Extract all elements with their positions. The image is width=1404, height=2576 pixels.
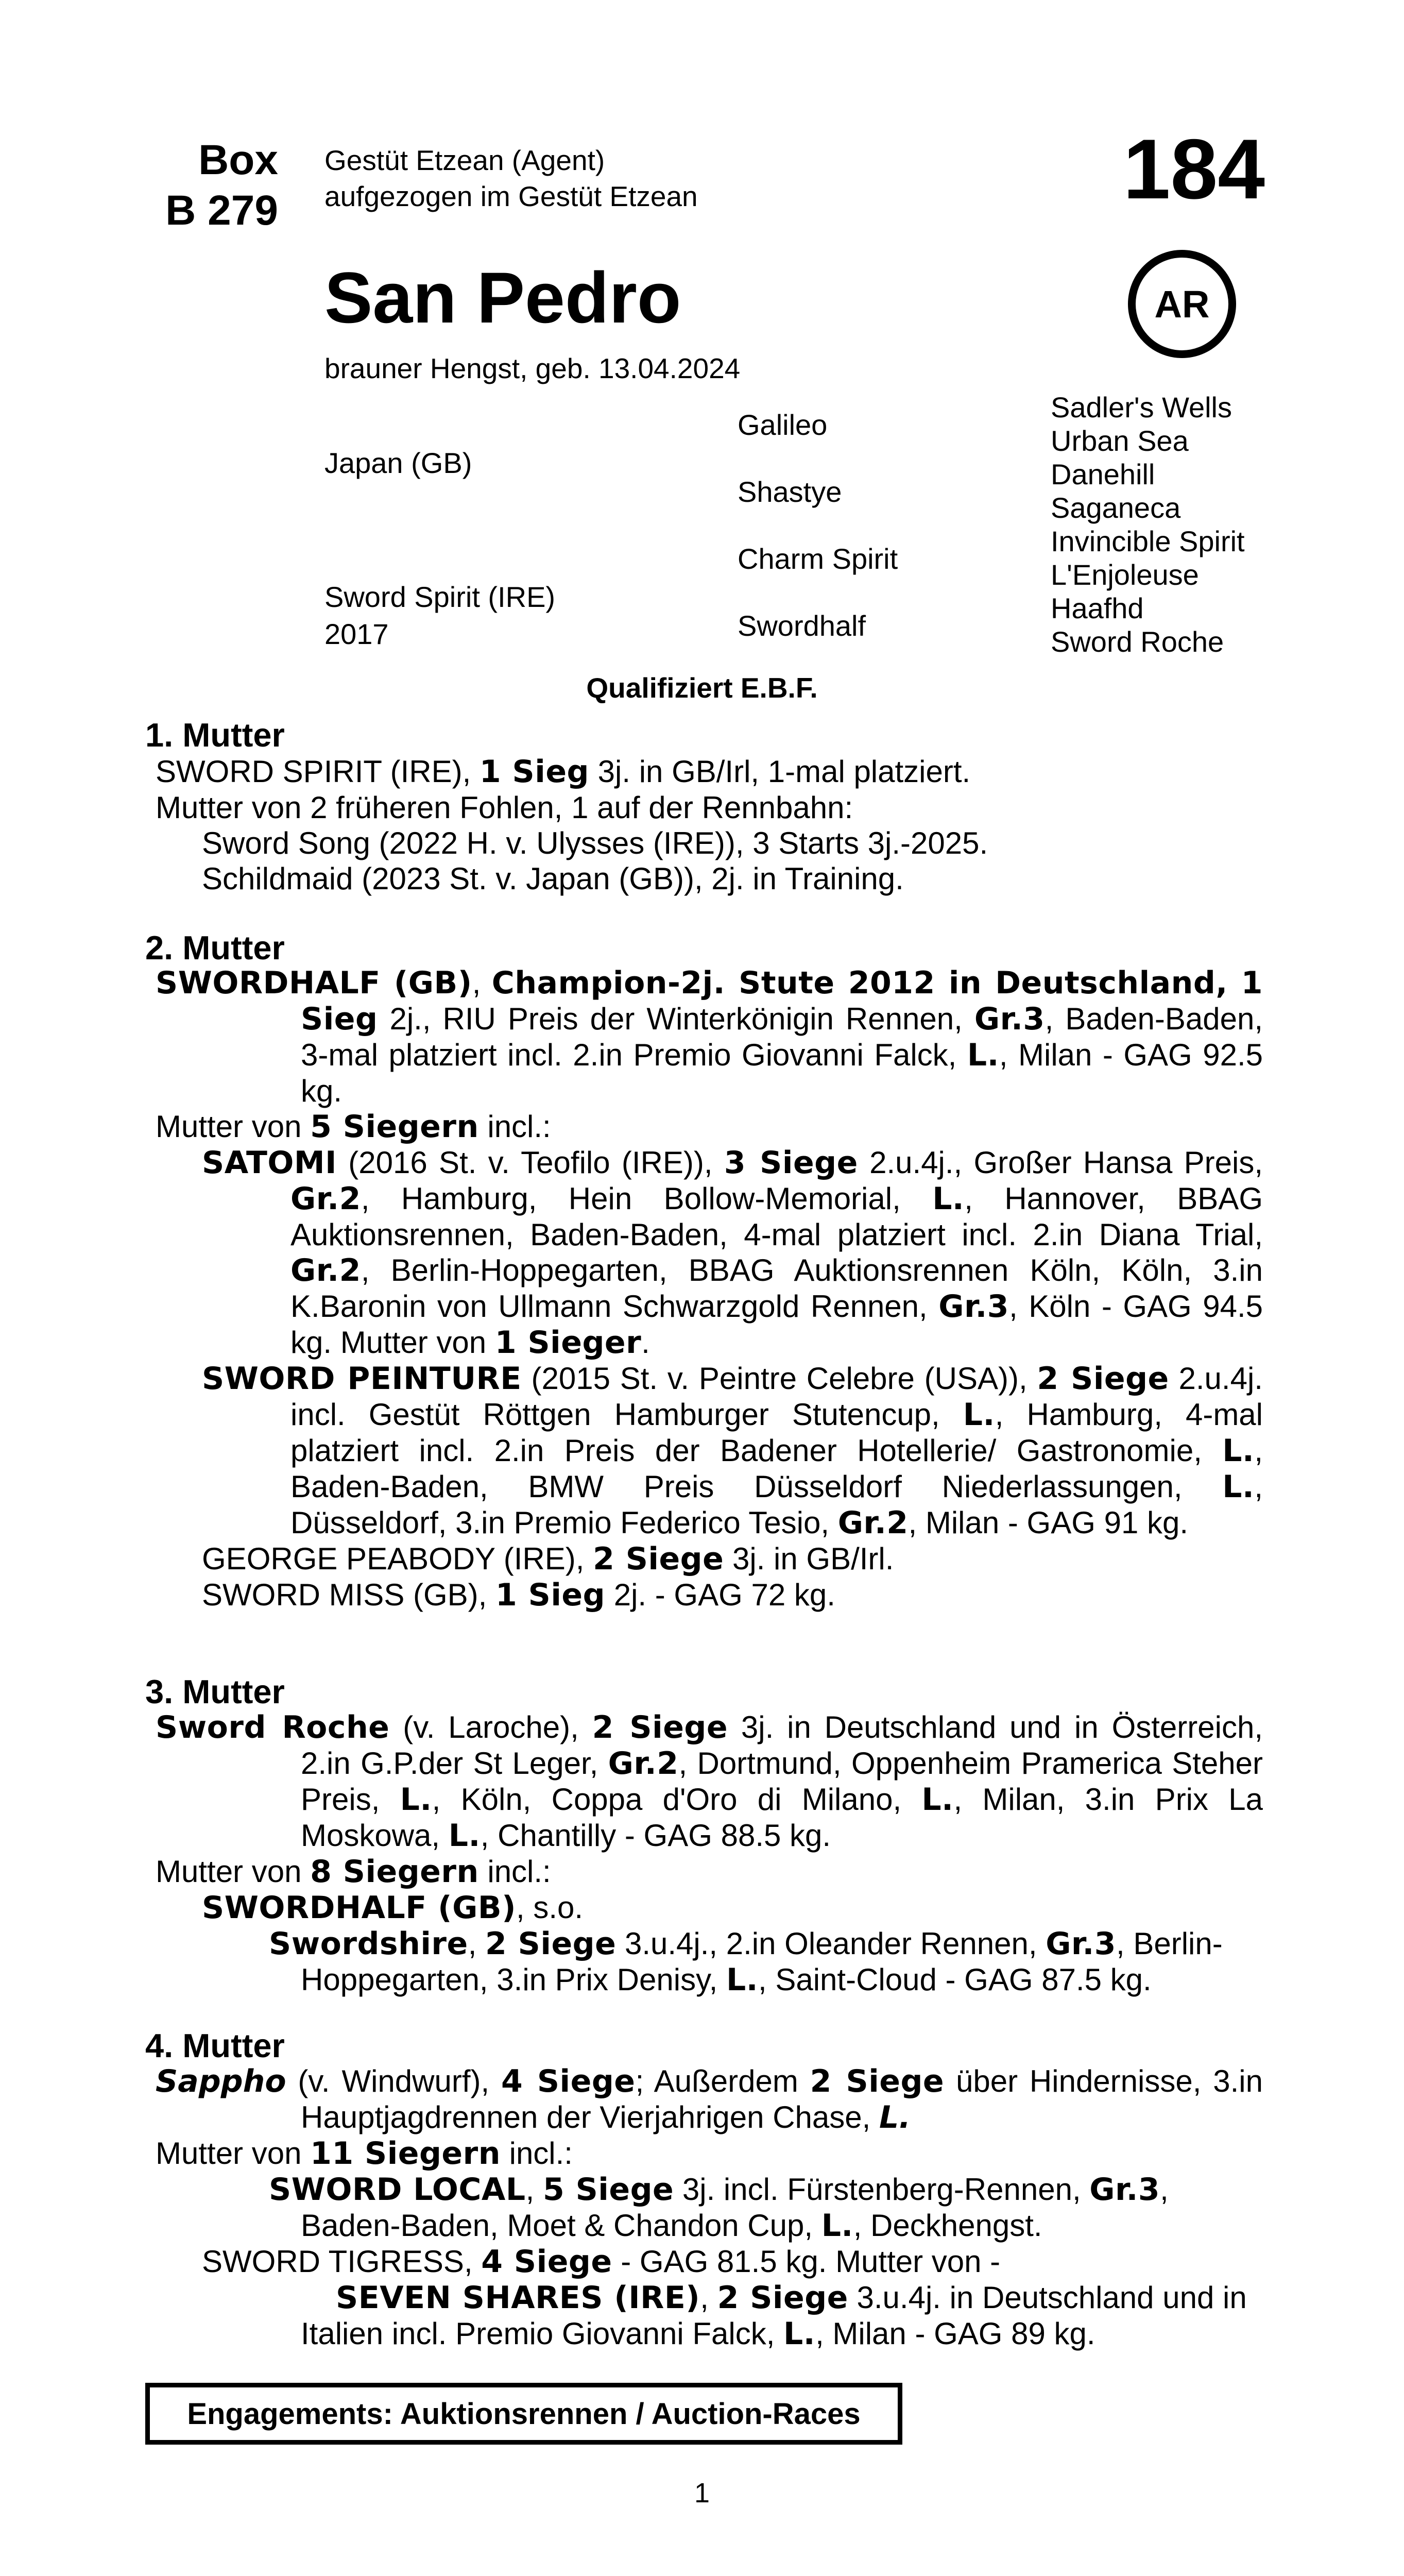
pedigree-grandparent: Galileo [738,409,828,441]
pedigree-dam: Sword Spirit (IRE) [324,581,556,613]
box-number: B 279 [165,187,278,234]
raised-at: aufgezogen im Gestüt Etzean [324,180,698,212]
offspring-sword-local: SWORD LOCAL, 5 Siege 3j. incl. Fürstenberg-Rennen, Gr.3, Baden-Baden, Moet & Chandon Cup, L., Deckhengst. [269,2172,1169,2244]
offspring-sword-miss: SWORD MISS (GB), 1 Sieg 2j. - GAG 72 kg. [202,1577,835,1613]
horse-name: San Pedro [324,257,681,338]
box-title: Box [198,137,278,183]
engagements-label: Engagements: Auktionsrennen / Auction-Races [187,2397,861,2431]
pedigree-grandparent: Charm Spirit [738,543,898,575]
mutter3-section [145,1709,1263,1998]
box-label [77,135,278,236]
consignor: Gestüt Etzean (Agent) [324,144,605,176]
offspring-george-peabody: GEORGE PEABODY (IRE), 2 Siege 3j. in GB/Irl. [202,1541,894,1577]
engagements-box [145,2383,902,2445]
mutter2-record: SWORDHALF (GB), Champion-2j. Stute 2012 in Deutschland, 1 Sieg 2j., RIU Preis der Winterkönigin Rennen, Gr.3, Baden-Baden, 3-mal platziert incl. 2.in Premio Giovanni Falck, L., Milan - GAG 92.5 kg. [156,965,1263,1108]
offspring-sword-tigress: SWORD TIGRESS, 4 Siege - GAG 81.5 kg. Mutter von - [202,2244,1001,2280]
pedigree-great-grandparent: Urban Sea [1051,425,1189,457]
pedigree-great-grandparent: Sadler's Wells [1051,391,1232,423]
lot-number: 184 [1123,122,1265,216]
pedigree-sire: Japan (GB) [324,447,472,479]
mutter4-offspring-intro: Mutter von 11 Siegern incl.: [156,2136,573,2172]
mutter1-section [145,754,1263,896]
mutter2-offspring-intro: Mutter von 5 Siegern incl.: [156,1109,551,1145]
pedigree-grandparent: Shastye [738,476,842,508]
mutter3-offspring-intro: Mutter von 8 Siegern incl.: [156,1854,551,1890]
mutter3-heading: 3. Mutter [145,1673,285,1710]
offspring-sword-peinture: SWORD PEINTURE (2015 St. v. Peintre Celebre (USA)), 2 Siege 2.u.4j. incl. Gestüt Röttgen Hamburger Stutencup, L., Hamburg, 4-mal platziert incl. 2.in Preis der Badener Hotellerie/ Gastronomie, L., Baden-Baden, BMW Preis Düsseldorf Niederlassungen, L., Düsseldorf, 3.in Premio Federico Tesio, Gr.2, Milan - GAG 91 kg. [202,1361,1263,1541]
qualification: Qualifiziert E.B.F. [586,672,818,704]
pedigree-great-grandparent: Saganeca [1051,492,1181,524]
horse-description: brauner Hengst, geb. 13.04.2024 [324,352,741,384]
ar-badge-label: AR [1154,282,1210,326]
mutter1-offspring-intro: Mutter von 2 früheren Fohlen, 1 auf der Rennbahn: [156,790,853,825]
offspring-seven-shares: SEVEN SHARES (IRE), 2 Siege 3.u.4j. in Deutschland und in Italien incl. Premio Giovanni Falck, L., Milan - GAG 89 kg. [301,2280,1247,2352]
mutter3-record: Sword Roche (v. Laroche), 2 Siege 3j. in Deutschland und in Österreich, 2.in G.P.der St Leger, Gr.2, Dortmund, Oppenheim Pramerica Steher Preis, L., Köln, Coppa d'Oro di Milano, L., Milan, 3.in Prix La Moskowa, L., Chantilly - GAG 88.5 kg. [156,1709,1263,1854]
mutter1-heading: 1. Mutter [145,716,285,754]
mutter4-heading: 4. Mutter [145,2027,285,2064]
offspring-entry: Schildmaid (2023 St. v. Japan (GB)), 2j. in Training. [202,861,904,896]
offspring-swordhalf: SWORDHALF (GB), s.o. [202,1890,584,1926]
pedigree-great-grandparent: L'Enjoleuse [1051,558,1199,591]
pedigree-great-grandparent: Sword Roche [1051,625,1224,658]
mutter1-record: SWORD SPIRIT (IRE), 1 Sieg 3j. in GB/Irl, 1-mal platziert. [156,754,971,790]
pedigree-great-grandparent: Haafhd [1051,592,1144,624]
ar-badge [1128,250,1236,358]
pedigree-great-grandparent: Invincible Spirit [1051,525,1245,557]
mutter2-heading: 2. Mutter [145,929,285,967]
mutter4-record: Sappho (v. Windwurf), 4 Siege; Außerdem 2 Siege über Hindernisse, 3.in Hauptjagdrennen der Vierjahrigen Chase, L. [156,2063,1263,2136]
pedigree-great-grandparent: Danehill [1051,458,1155,490]
mutter2-section [145,965,1263,1613]
pedigree-grandparent: Swordhalf [738,609,866,642]
offspring-swordshire: Swordshire, 2 Siege 3.u.4j., 2.in Oleander Rennen, Gr.3, Berlin-Hoppegarten, 3.in Prix Denisy, L., Saint-Cloud - GAG 87.5 kg. [269,1926,1223,1998]
pedigree-dam-year: 2017 [324,618,389,650]
page-number: 1 [694,2478,710,2509]
offspring-entry: Sword Song (2022 H. v. Ulysses (IRE)), 3 Starts 3j.-2025. [202,826,988,860]
mutter4-section [145,2063,1263,2352]
offspring-satomi: SATOMI (2016 St. v. Teofilo (IRE)), 3 Siege 2.u.4j., Großer Hansa Preis, Gr.2, Hamburg, Hein Bollow-Memorial, L., Hannover, BBAG Auktionsrennen, Baden-Baden, 4-mal platziert incl. 2.in Diana Trial, Gr.2, Berlin-Hoppegarten, BBAG Auktionsrennen Köln, Köln, 3.in K.Baronin von Ullmann Schwarzgold Rennen, Gr.3, Köln - GAG 94.5 kg. Mutter von 1 Sieger. [202,1145,1263,1361]
